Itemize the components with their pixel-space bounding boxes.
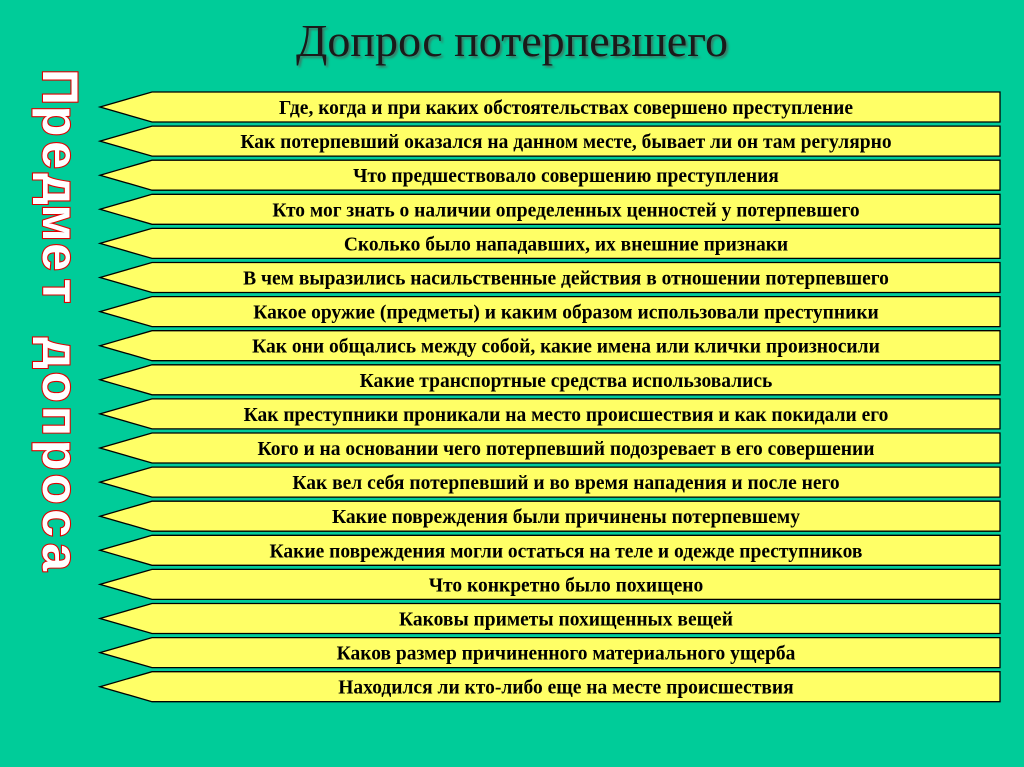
- question-text: Какие повреждения были причинены потерпевшему: [332, 507, 800, 529]
- vertical-label-letter: м: [32, 204, 88, 242]
- question-item: [100, 604, 1000, 634]
- vertical-label-letter: с: [32, 509, 88, 537]
- question-text: Какие транспортные средства использовались: [359, 370, 773, 392]
- question-item: [100, 92, 1000, 122]
- vertical-label-letter: р: [32, 105, 88, 137]
- question-text: Что предшествовало совершению преступления: [353, 166, 779, 188]
- question-text: Какое оружие (предметы) и каким образом использовали преступники: [253, 302, 879, 324]
- slide-title: Допрос потерпевшего: [296, 15, 728, 66]
- vertical-label-letter: о: [32, 371, 88, 403]
- question-item: [100, 569, 1000, 599]
- question-text: Кто мог знать о наличии определенных ценностей у потерпевшего: [272, 200, 860, 222]
- question-item: [100, 672, 1000, 702]
- question-text: Каковы приметы похищенных вещей: [399, 609, 733, 631]
- vertical-label-letter: е: [32, 243, 88, 271]
- vertical-label-letter: е: [32, 141, 88, 169]
- question-item: [100, 433, 1000, 463]
- question-text: В чем выразились насильственные действия в отношении потерпевшего: [243, 268, 889, 290]
- question-text: Сколько было нападавших, их внешние признаки: [343, 234, 789, 256]
- question-text: Как вел себя потерпевший и во время нападения и после него: [292, 473, 840, 495]
- question-text: Где, когда и при каких обстоятельствах совершено преступление: [278, 98, 854, 119]
- question-item: [100, 126, 1000, 156]
- question-item: [100, 331, 1000, 361]
- vertical-label: [32, 69, 88, 572]
- question-item: [100, 263, 1000, 293]
- question-text: Каков размер причиненного материального ущерба: [336, 643, 796, 665]
- question-item: [100, 160, 1000, 190]
- vertical-label-letter: д: [32, 337, 88, 369]
- question-text: Как потерпевший оказался на данном месте, бывает ли он там регулярно: [240, 132, 892, 154]
- vertical-label-letter: а: [32, 543, 88, 571]
- question-text: Кого и на основании чего потерпевший подозревает в его совершении: [257, 439, 875, 460]
- question-text: Находился ли кто-либо еще на месте происшествия: [338, 677, 794, 699]
- question-item: [100, 297, 1000, 327]
- question-item: [100, 467, 1000, 497]
- vertical-label-letter: р: [32, 439, 88, 471]
- question-text: Что конкретно было похищено: [428, 575, 704, 597]
- question-item: [100, 194, 1000, 224]
- vertical-label-letter: д: [32, 173, 88, 205]
- vertical-label-letter: П: [32, 69, 88, 105]
- vertical-label-letter: п: [32, 405, 88, 437]
- question-item: [100, 365, 1000, 395]
- vertical-label-letter: о: [32, 473, 88, 505]
- question-text: Как преступники проникали на место происшествия и как покидали его: [243, 404, 889, 426]
- question-text: Как они общались между собой, какие имена или клички произносили: [252, 336, 880, 358]
- vertical-label-letter: т: [32, 278, 88, 304]
- question-item: [100, 638, 1000, 668]
- question-item: [100, 399, 1000, 429]
- question-item: [100, 501, 1000, 531]
- question-text: Какие повреждения могли остаться на теле и одежде преступников: [269, 541, 863, 563]
- question-item: [100, 535, 1000, 565]
- question-item: [100, 228, 1000, 258]
